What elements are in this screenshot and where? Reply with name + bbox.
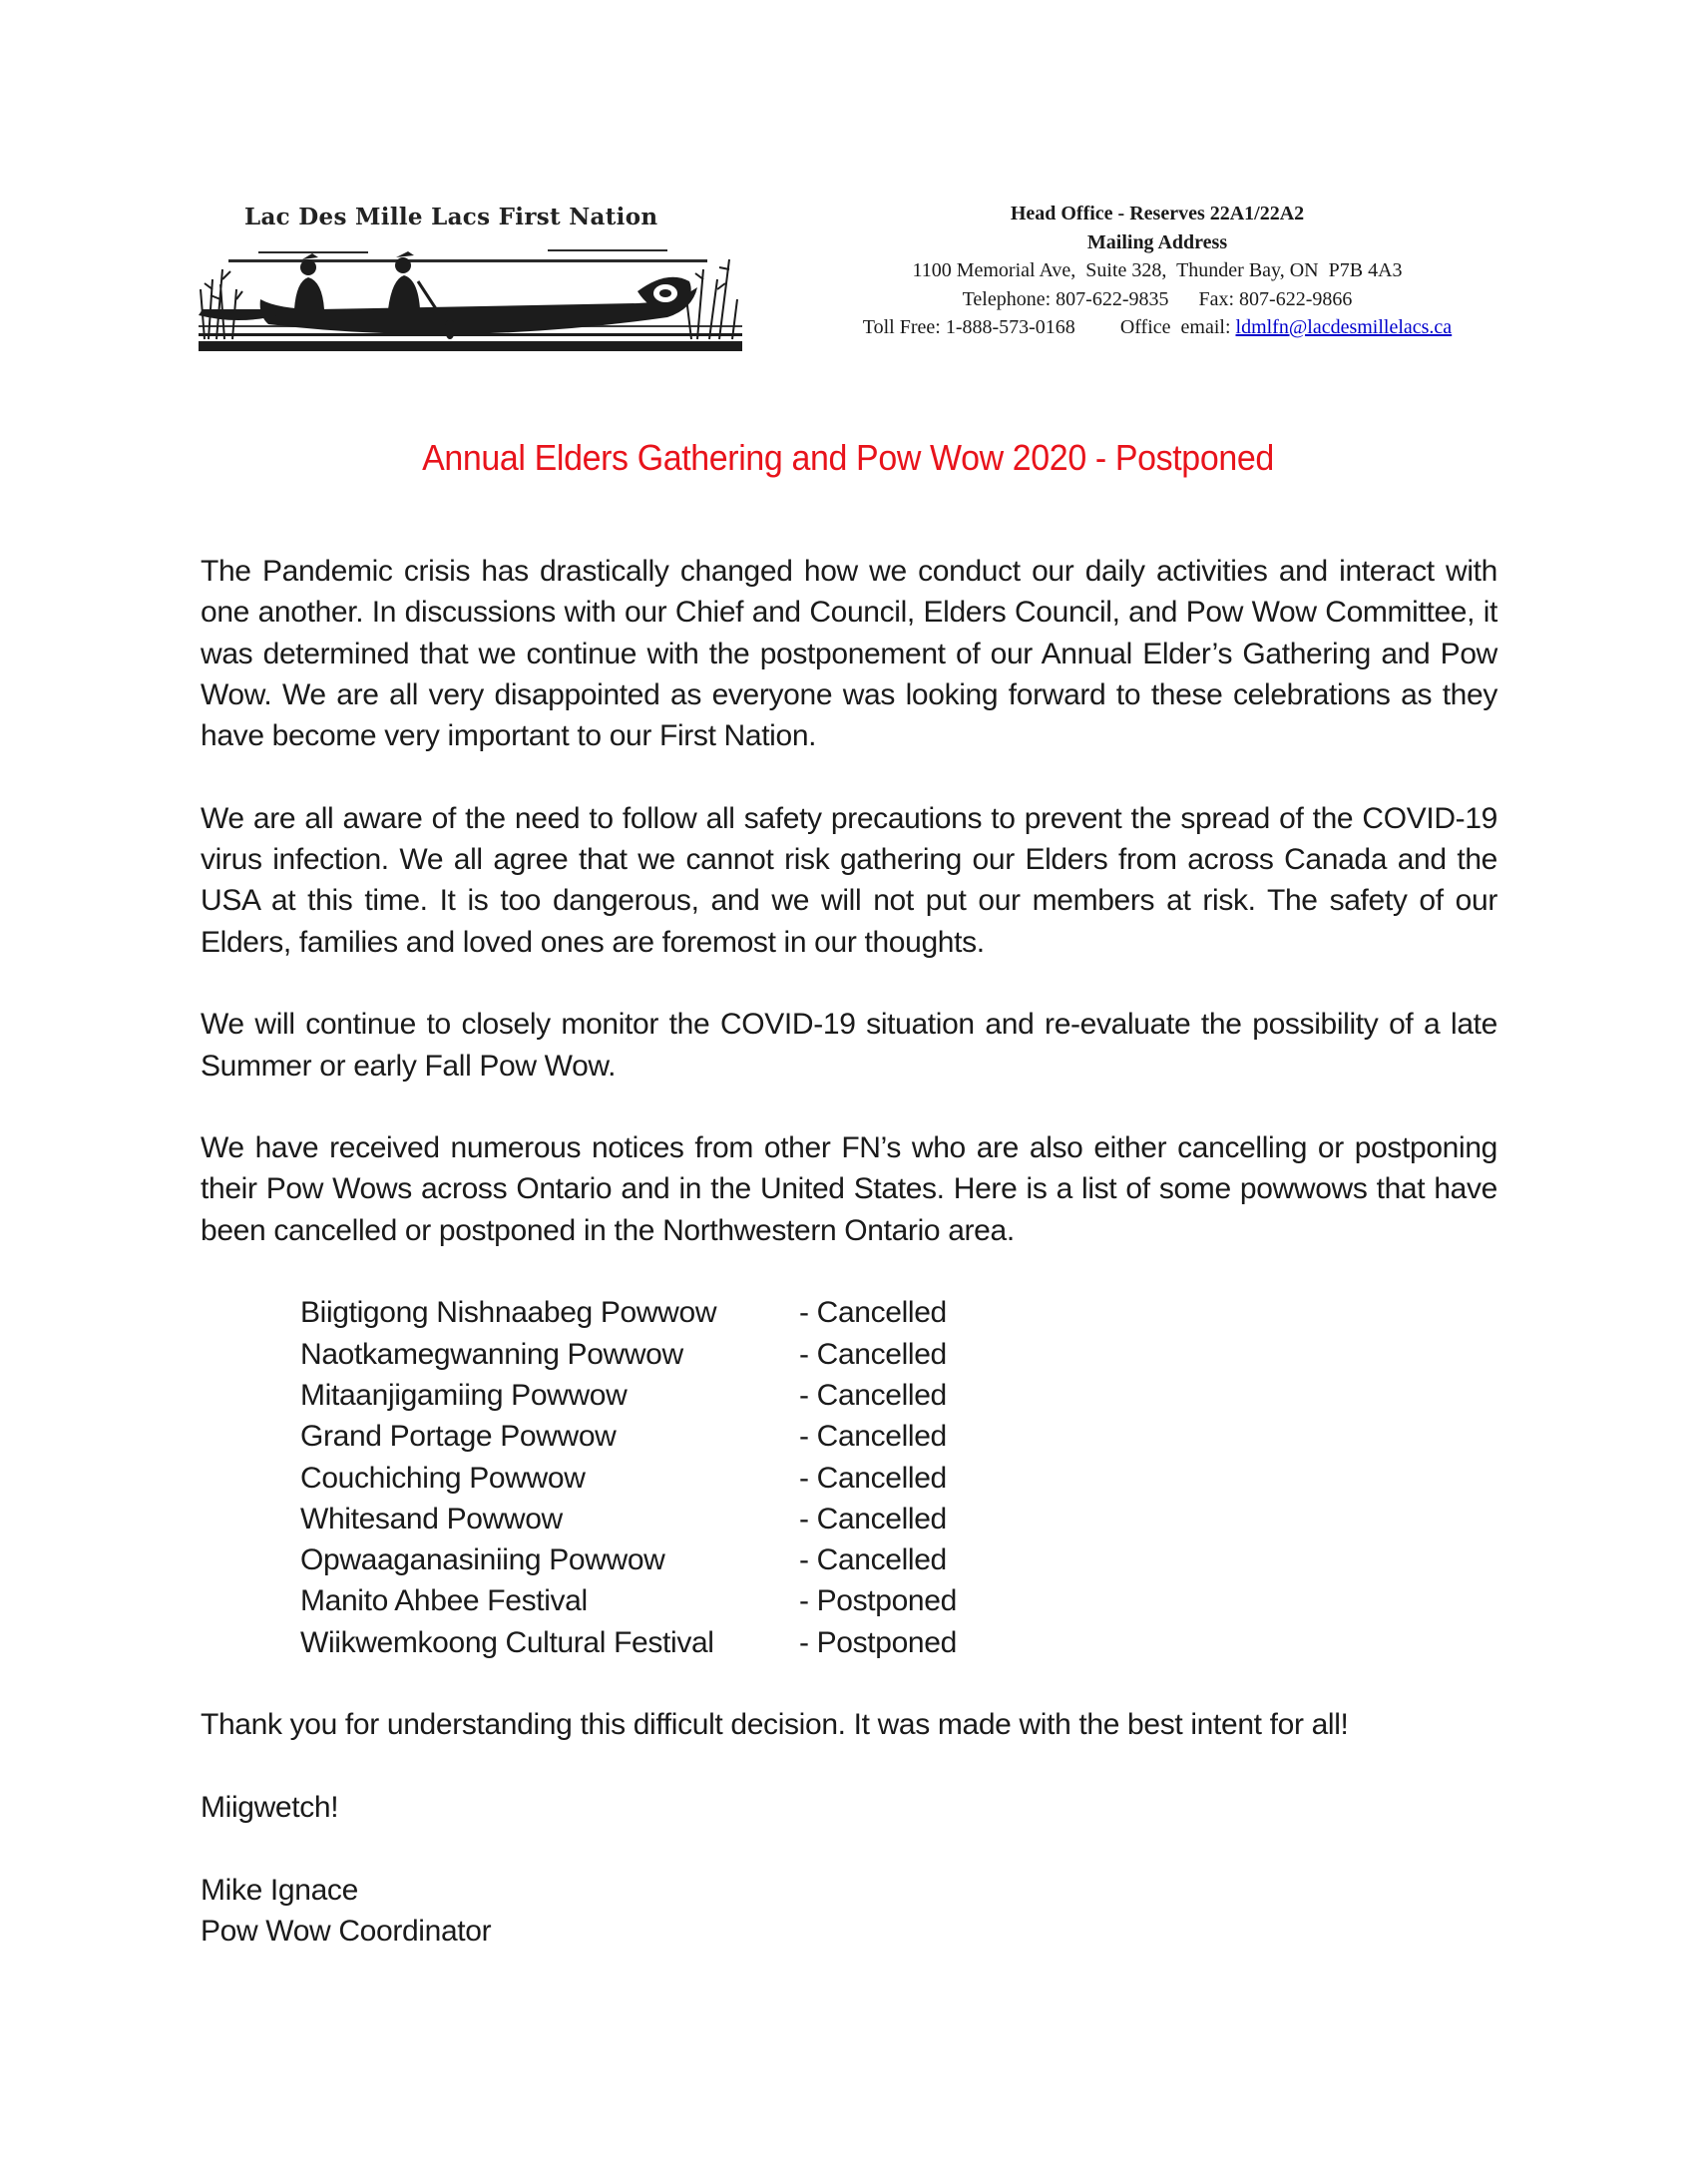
canoe-illustration [199, 229, 742, 354]
email-label: Office email: [1119, 316, 1231, 338]
logo-org-name: Lac Des Mille Lacs First Nation [244, 204, 658, 230]
street-address: 1100 Memorial Ave, Suite 328, Thunder Bay, ON P7B 4A3 [912, 259, 1403, 281]
list-item [300, 1458, 1497, 1499]
powwow-status: - Cancelled [799, 1461, 947, 1495]
list-item [300, 1334, 1497, 1375]
powwow-name: Wiikwemkoong Cultural Festival [300, 1625, 714, 1659]
list-item [300, 1375, 1497, 1416]
signature-role: Pow Wow Coordinator [201, 1914, 492, 1948]
head-office-block [778, 200, 1536, 342]
first-nation-logo [199, 200, 742, 354]
paragraph-safety: We are all aware of the need to follow all safety precautions to prevent the spread of the COVID-19 virus infection. We all agree that we cannot risk gathering our Elders from across Canada and the USA at this time. It is too dangerous, and we will not put our members at risk. The safety of our Elders, families and loved ones are foremost in our thoughts. [201, 801, 1497, 959]
paragraph-monitor: We will continue to closely monitor the COVID-19 situation and re-evaluate the possibility of a late Summer or early Fall Pow Wow. [201, 1008, 1497, 1083]
powwow-name: Couchiching Powwow [300, 1461, 586, 1495]
list-item [300, 1416, 1497, 1457]
closing-paragraph: Thank you for understanding this difficult decision. It was made with the best intent for all! [201, 1708, 1349, 1742]
list-item [300, 1580, 1497, 1621]
powwow-status: - Cancelled [799, 1378, 947, 1412]
list-item [300, 1539, 1497, 1580]
powwow-name: Whitesand Powwow [300, 1502, 563, 1535]
powwow-status: - Cancelled [799, 1502, 947, 1535]
list-item [300, 1622, 1497, 1663]
powwow-status: - Postponed [799, 1625, 957, 1659]
fax: Fax: 807-622-9866 [1198, 287, 1353, 310]
toll-free: Toll Free: 1-888-573-0168 [862, 316, 1075, 338]
powwow-status: - Postponed [799, 1584, 957, 1618]
paragraph-pandemic: The Pandemic crisis has drastically changed how we conduct our daily activities and interact with one another. In discussions with our Chief and Council, Elders Council, and Pow Wow Committee, it was determined that we continue with the postponement of our Annual Elder’s Gathering and Pow Wow. We are all very disappointed as everyone was looking forward to these celebrations as they have become very important to our First Nation. [201, 555, 1497, 753]
head-office-heading: Head Office - Reserves 22A1/22A2 [1010, 203, 1305, 224]
telephone: Telephone: 807-622-9835 [962, 287, 1169, 310]
paragraph-notices: We have received numerous notices from other FN’s who are also either cancelling or postponing their Pow Wows across Ontario and in the United States. Here is a list of some powwows that have been cancelled or postponed in the Northwestern Ontario area. [201, 1131, 1497, 1247]
powwow-list [201, 1292, 1497, 1663]
email-link[interactable]: ldmlfn@lacdesmillelacs.ca [1235, 316, 1453, 338]
phone-fax-line [778, 285, 1536, 314]
list-item [300, 1292, 1497, 1333]
powwow-status: - Cancelled [799, 1543, 947, 1577]
signoff: Miigwetch! [201, 1790, 339, 1824]
powwow-name: Grand Portage Powwow [300, 1420, 617, 1454]
mailing-address-label: Mailing Address [1086, 230, 1228, 253]
powwow-name: Mitaanjigamiing Powwow [300, 1378, 628, 1412]
letter-body [201, 551, 1497, 1952]
list-item [300, 1499, 1497, 1539]
tollfree-email-line [778, 313, 1536, 342]
powwow-name: Opwaaganasiniing Powwow [300, 1543, 665, 1577]
powwow-name: Biigtigong Nishnaabeg Powwow [300, 1296, 717, 1330]
powwow-status: - Cancelled [799, 1296, 947, 1330]
powwow-name: Manito Ahbee Festival [300, 1584, 588, 1618]
powwow-status: - Cancelled [799, 1337, 947, 1371]
powwow-name: Naotkamegwanning Powwow [300, 1337, 683, 1371]
signature-name: Mike Ignace [201, 1873, 358, 1907]
page-title: Annual Elders Gathering and Pow Wow 2020 - Postponed [422, 437, 1274, 478]
powwow-status: - Cancelled [799, 1420, 947, 1454]
